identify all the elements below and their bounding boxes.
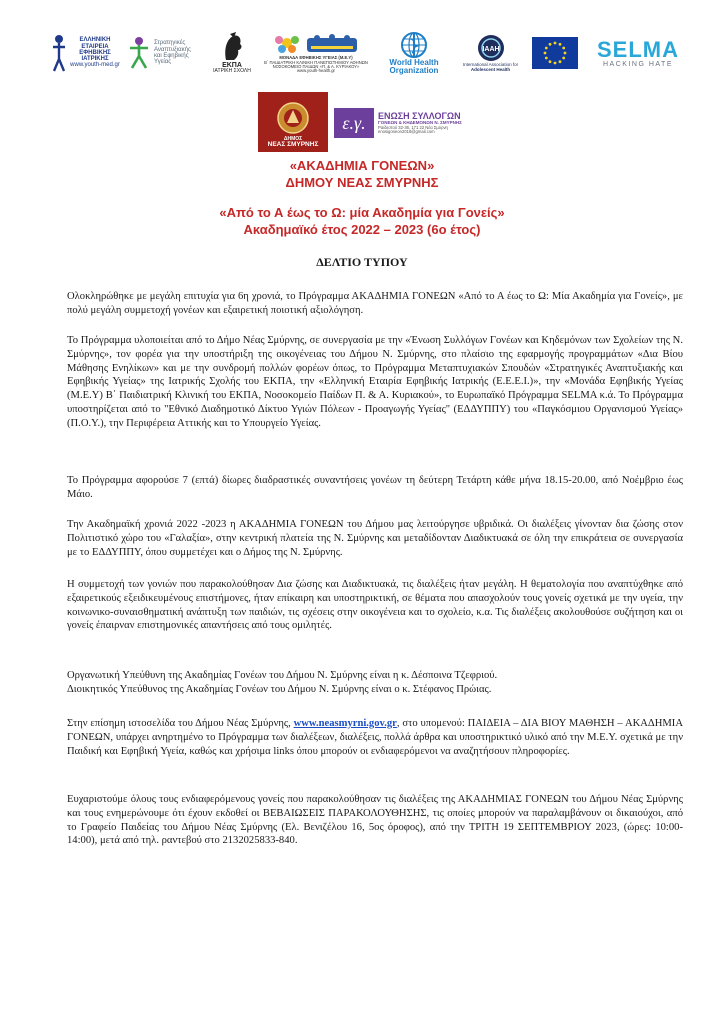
paragraph-2-text: Το Πρόγραμμα υλοποιείται από το Δήμο Νέας Σμύρνης, σε συνεργασία με την «Ένωση Συλλόγων Γονέων και Κηδεμόνων των Σχολείων της Ν. Σμύρνης», τον φορέα για την υποστήριξη της οικογένειας του Δήμου Ν. Σμύρνης, στο πλαίσιο της εφαρμογής προγραμμάτων «Δια Βίου Μάθησης Ενηλίκων» και με την συνδρομή πολλών φορέων όπως, το Πρόγραμμα Μεταπτυχιακών Σπουδών «Στρατηγικές Αναπτυξιακής και Εφηβικής Υγείας» της Ιατρικής Σχολής του ΕΚΠΑ, την «Ελληνική Εταιρία Εφηβικής Ιατρικής (Ε.Ε.Ε.Ι.)», την «Μονάδα Εφηβικής Υγείας (Μ.Ε.Υ) Β΄ Παιδιατρική Κλινική του ΕΚΠΑ, Νοσοκομείο Παίδων Π. & Α. Κυριακού», το Ευρωπαϊκό Πρόγραμμα SELMA κ.ά. Το Πρόγραμμα υποστηρίζεται από το "Εθνικό Διαδημοτικό Δίκτυο Υγιών Πόλεων - Προαγωγής Υγείας" (ΕΔΔΥΠΠΥ) του «Παγκόσμιου Οργανισμού Υγείας» (Π.Ο.Υ.), την Περιφέρεια Αττικής και το Υπουργείο Υγείας. xyxy=(67,335,683,429)
partner-logos-row xyxy=(48,28,688,78)
dimos-seal-icon xyxy=(273,101,313,135)
website-text-before: Στην επίσημη ιστοσελίδα του Δήμου Νέας Σμύρνης, xyxy=(67,718,294,729)
strategic-line4: Υγείας xyxy=(154,59,172,66)
subtitle-year: Ακαδημαϊκό έτος 2022 – 2023 (6ο έτος) xyxy=(243,222,481,237)
paragraph-1 xyxy=(67,290,683,318)
paragraph-3 xyxy=(67,474,683,502)
paragraph-3-text: Το Πρόγραμμα αφορούσε 7 (επτά) δίωρες διαδραστικές συναντήσεις γονέων τη δεύτερη Τετάρτη κάθε μήνα 18.15-20.00, από Νοέμβριο έως Μάιο. xyxy=(67,475,683,500)
eu-flag-logo xyxy=(532,28,578,78)
mey-url: www.youth-health.gr xyxy=(297,68,335,74)
eeei-logo xyxy=(48,28,123,78)
ekpa-line2: ΙΑΤΡΙΚΗ ΣΧΟΛΗ xyxy=(213,68,251,75)
who-line1: World Health xyxy=(389,58,439,67)
paragraph-4-text: Την Ακαδημαϊκή χρονιά 2022 -2023 η ΑΚΑΔΗΜΙΑ ΓΟΝΕΩΝ του Δήμου μας λειτούργησε υβριδικά. Οι διαλέξεις γίνονταν δια ζώσης στον Πολιτιστικό χώρο του «Γαλαξία», στην κεντρική πλατεία της Ν. Σμύρνης και μεταδίδονταν Διαδικτυακά σε όλη την επικράτεια σε συνεργασία με το ΕΔΔΥΠΠΥ, όπου συμμετέχει και ο Δήμος της Ν. Σμύρνης. xyxy=(67,519,683,558)
enosi-line3: Ραιδεστού 32-36, 171 22 Νέα Σμύρνη xyxy=(378,124,448,130)
subtitle-program: «Από το Α έως το Ω: μία Ακαδημία για Γονείς» xyxy=(219,205,505,220)
selma-name: SELMA xyxy=(597,36,679,62)
who-logo xyxy=(378,28,450,78)
enosi-mark: ε.γ. xyxy=(334,108,374,138)
enosi-line1: ΕΝΩΣΗ ΣΥΛΛΟΓΩΝ xyxy=(378,110,461,121)
organizer-text: Οργανωτική Υπεύθυνη της Ακαδημίας Γονέων του Δήμου Ν. Σμύρνης είναι η κ. Δέσποινα Τζεφριού. xyxy=(67,670,498,681)
eeei-line2: ΕΤΑΙΡΕΙΑ xyxy=(81,43,109,50)
dimos-line2: ΝΕΑΣ ΣΜΥΡΝΗΣ xyxy=(267,141,319,149)
municipality-logos-row xyxy=(258,92,473,152)
paragraph-5 xyxy=(67,578,683,633)
enosi-syllogon-logo xyxy=(334,106,474,140)
strategic-health-logo xyxy=(126,28,208,78)
eeei-line3: ΕΦΗΒΙΚΗΣ xyxy=(79,49,111,56)
paragraph-2 xyxy=(67,334,683,431)
mey-line2: Β΄ ΠΑΙΔΙΑΤΡΙΚΗ ΚΛΙΝΙΚΗ ΠΑΝΕΠΙΣΤΗΜΙΟΥ ΑΘΗΝΩΝ xyxy=(264,59,368,65)
eeei-line4: ΙΑΤΡΙΚΗΣ xyxy=(81,56,109,63)
paragraph-4 xyxy=(67,518,683,559)
mey-line3: ΝΟΣΟΚΟΜΕΙΟ ΠΑΙΔΩΝ «Π. & Α. ΚΥΡΙΑΚΟΥ» xyxy=(272,64,360,69)
flower-icon xyxy=(273,32,301,54)
iaah-abbr: IAAH xyxy=(481,46,500,54)
enosi-line4: enosigoneon2018@gmail.com xyxy=(378,129,435,135)
website-text-after: , στο υπομενού: ΠΑΙΔΕΙΑ – ΔΙΑ ΒΙΟΥ ΜΑΘΗΣΗ – ΑΚΑΔΗΜΙΑ ΓΟΝΕΩΝ, υπάρχει ανηρτημένο το Πρόγραμμα των διαλέξεων, διαλέξεις, πολλά άρθρα και υποστηρικτικό υλικό από την Μ.Ε.Υ. σχετικά με την Παιδική και Εφηβική Υγεία, καθώς και χρήσιμα links όπου μπορούν οι ενδιαφερόμενοι να αναζητήσουν πληροφορίες. xyxy=(67,718,683,757)
dimos-nea-smyrni-logo xyxy=(258,92,328,152)
paragraph-7 xyxy=(67,717,683,758)
enosi-line2: ΓΟΝΕΩΝ & ΚΗΔΕΜΟΝΩΝ Ν. ΣΜΥΡΝΗΣ xyxy=(378,119,462,125)
title-municipality: ΔΗΜΟΥ ΝΕΑΣ ΣΜΥΡΝΗΣ xyxy=(285,175,439,190)
mey-line1: ΜΟΝΑΔΑ ΕΦΗΒΙΚΗΣ ΥΓΕΙΑΣ (Μ.Ε.Υ) xyxy=(279,55,353,61)
selma-logo xyxy=(588,28,688,78)
children-group-icon xyxy=(305,32,359,54)
paragraph-8 xyxy=(67,793,683,848)
eeei-figure-icon xyxy=(51,33,67,73)
ekpa-line1: ΕΚΠΑ xyxy=(222,61,242,69)
paragraph-8-text: Ευχαριστούμε όλους τους ενδιαφερόμενους γονείς που παρακολούθησαν τις διαλέξεις της ΑΚΑΔΗΜΙΑΣ ΓΟΝΕΩΝ του Δήμου Νέας Σμύρνης και τους ενημερώνουμε ότι έχουν εκδοθεί οι ΒΕΒΑΙΩΣΕΙΣ ΠΑΡΑΚΟΛΟΥΘΗΣΗΣ, τις οποίες μπορούν να παραλαμβάνουν οι δικαιούχοι, από το Γραφείο Παιδείας του Δήμου Νέας Σμύρνης (Ελ. Βενιζέλου 16, 5ος όροφος), από την ΤΡΙΤΗ 19 ΣΕΠΤΕΜΒΡΙΟΥ 2023, (ώρες: 10:00-14:00), μετά από τηλ. ραντεβού στο 2132025833-840. xyxy=(67,794,683,847)
title-academy: «ΑΚΑΔΗΜΙΑ ΓΟΝΕΩΝ» xyxy=(289,158,435,173)
eu-stars-icon xyxy=(532,37,578,69)
eeei-line1: ΕΛΛΗΝΙΚΗ xyxy=(79,37,111,44)
paragraph-1-text: Ολοκληρώθηκε με μεγάλη επιτυχία για 6η χρονιά, το Πρόγραμμα ΑΚΑΔΗΜΙΑ ΓΟΝΕΩΝ «Από το Α έως το Ω: Μία Ακαδημία για Γονείς», με πολύ μεγάλη συμμετοχή γονέων και εξαιρετική ποιοτική αξιολόγηση. xyxy=(67,291,683,316)
iaah-emblem-icon xyxy=(476,33,506,63)
iaah-line2: Adolescent Health xyxy=(470,67,511,72)
strategic-person-icon xyxy=(126,36,152,70)
who-line2: Organization xyxy=(389,66,439,75)
press-release-heading: ΔΕΛΤΙΟ ΤΥΠΟΥ xyxy=(316,255,408,269)
iaah-line1: International Association for xyxy=(462,62,519,68)
administrator-text: Διοικητικός Υπεύθυνος της Ακαδημίας Γονέων του Δήμου Ν. Σμύρνης είναι ο κ. Στέφανος Πρώιας. xyxy=(67,683,492,695)
ekpa-logo xyxy=(212,28,252,78)
mey-logo xyxy=(256,28,376,78)
strategic-line1: Στρατηγικές xyxy=(154,40,186,47)
municipality-website-link[interactable]: www.neasmyrni.gov.gr xyxy=(293,718,397,729)
selma-tagline: HACKING HATE xyxy=(603,60,673,68)
paragraph-5-text: Η συμμετοχή των γονιών που παρακολούθησαν Δια ζώσης και Διαδικτυακά, τις διαλέξεις ήταν μεγάλη. Η θεματολογία που αναπτύχθηκε από εξαιρετικούς εξειδικευμένους επιστήμονες, ήταν επίκαιρη και υποστηρικτική, σε θέματα που απασχολούν τους γονείς σχετικά με την υγεία, την κοινωνικο-συναισθηματική ανάπτυξη των παιδιών, τις σχέσεις στην οικογένεια και το σχολείο, κ.α. Τις διαλέξεις ακολουθούσε συζήτηση και οι γονείς έπαιρναν επιστημονικές απαντήσεις από τους ομιλητές. xyxy=(67,579,683,632)
iaah-logo xyxy=(453,28,528,78)
athena-head-icon xyxy=(220,32,244,62)
eeei-url: www.youth-med.gr xyxy=(70,62,120,69)
paragraph-6 xyxy=(67,669,683,697)
dimos-line1: ΔΗΜΟΣ xyxy=(283,135,303,142)
who-globe-icon xyxy=(398,31,430,59)
strategic-line2: Αναπτυξιακής xyxy=(154,46,191,53)
strategic-line3: και Εφηβικής xyxy=(154,53,189,59)
